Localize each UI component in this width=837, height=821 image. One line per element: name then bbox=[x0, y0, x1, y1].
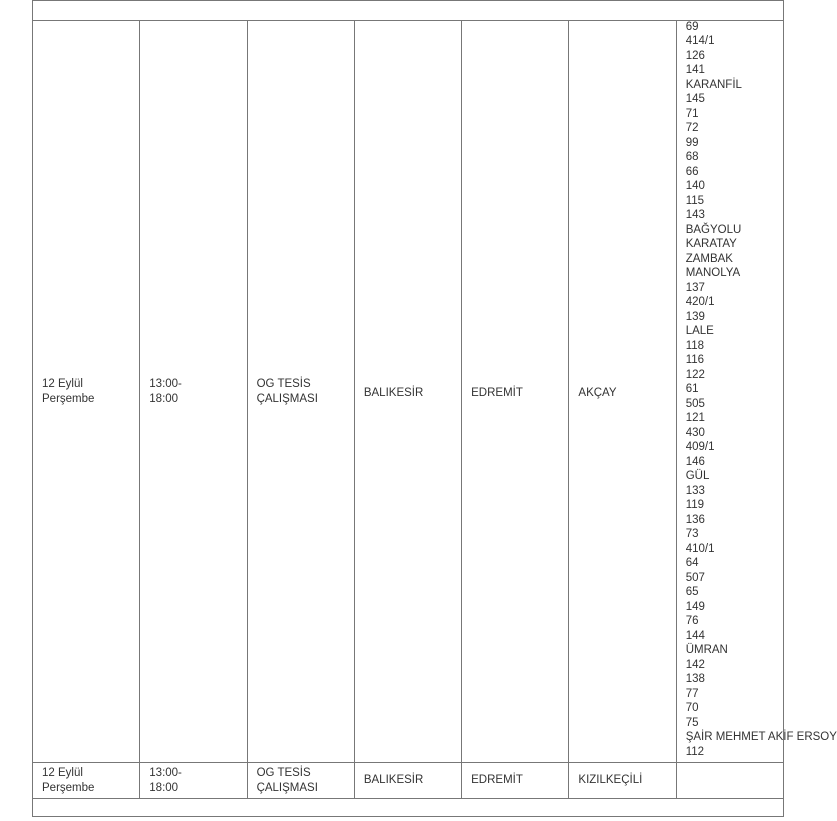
street-item: MANOLYA bbox=[685, 267, 741, 280]
street-item: 126 bbox=[685, 49, 705, 62]
street-item: BAĞYOLU bbox=[685, 223, 742, 236]
street-item: LALE bbox=[685, 325, 714, 338]
street-item: 144 bbox=[685, 629, 705, 642]
time-cell bbox=[140, 21, 247, 763]
street-item: 146 bbox=[685, 455, 705, 468]
street-item: 430 bbox=[685, 426, 705, 439]
street-item: ZAMBAK bbox=[685, 252, 733, 265]
power-outage-table bbox=[32, 0, 837, 817]
street-item: KARANFİL bbox=[685, 78, 742, 91]
description-cell bbox=[247, 21, 354, 763]
district-cell: EDREMİT bbox=[462, 763, 569, 799]
street-item: 136 bbox=[685, 513, 705, 526]
street-item: 122 bbox=[685, 368, 705, 381]
streets-cell bbox=[676, 763, 783, 799]
street-item: 140 bbox=[685, 180, 705, 193]
street-item: 70 bbox=[685, 702, 699, 715]
street-item: 73 bbox=[685, 528, 699, 541]
streets-list bbox=[685, 20, 837, 760]
street-item: 137 bbox=[685, 281, 705, 294]
date-cell bbox=[33, 21, 140, 763]
empty-cell bbox=[33, 799, 784, 817]
time-end: 18:00 bbox=[149, 781, 179, 794]
time-end: 18:00 bbox=[149, 392, 179, 405]
street-item: 66 bbox=[685, 165, 699, 178]
street-item: 507 bbox=[685, 571, 705, 584]
time-start: 13:00- bbox=[149, 378, 182, 390]
street-item: KARATAY bbox=[685, 238, 737, 251]
table-row-top-spacer bbox=[33, 1, 784, 21]
table-row-bottom-spacer bbox=[33, 799, 784, 817]
street-item: 414/1 bbox=[685, 35, 715, 48]
street-item: 142 bbox=[685, 658, 705, 671]
street-item: 121 bbox=[685, 412, 705, 425]
street-item: 420/1 bbox=[685, 296, 715, 309]
street-item: 410/1 bbox=[685, 542, 715, 555]
description-cell bbox=[247, 763, 354, 799]
street-item: 61 bbox=[685, 383, 699, 396]
street-item: 505 bbox=[685, 397, 705, 410]
street-item: 138 bbox=[685, 673, 705, 686]
street-item: 149 bbox=[685, 600, 705, 613]
street-item: ŞAİR MEHMET AKİF ERSOY bbox=[685, 731, 837, 744]
street-item: 64 bbox=[685, 557, 699, 570]
description-line-2: ÇALIŞMASI bbox=[256, 392, 318, 405]
district-cell: EDREMİT bbox=[462, 21, 569, 763]
empty-cell bbox=[33, 1, 784, 21]
street-item: 77 bbox=[685, 687, 699, 700]
street-item: 116 bbox=[685, 354, 705, 367]
street-item: 139 bbox=[685, 310, 705, 323]
street-item: 68 bbox=[685, 151, 699, 164]
neighborhood-cell: AKÇAY bbox=[569, 21, 676, 763]
city-cell: BALIKESİR bbox=[354, 763, 461, 799]
street-item: 115 bbox=[685, 194, 705, 207]
date-day: 12 Eylül bbox=[42, 378, 83, 390]
street-item: 118 bbox=[685, 339, 705, 352]
neighborhood-cell: KIZILKEÇİLİ bbox=[569, 763, 676, 799]
street-item: 133 bbox=[685, 484, 705, 497]
outage-table-frame bbox=[32, 0, 837, 821]
street-item: 72 bbox=[685, 122, 699, 135]
street-item: 65 bbox=[685, 586, 699, 599]
street-item: 75 bbox=[685, 716, 699, 729]
street-item: 69 bbox=[685, 20, 699, 33]
table-row bbox=[33, 21, 784, 763]
streets-cell bbox=[676, 20, 837, 763]
street-item: 71 bbox=[685, 107, 699, 120]
date-weekday: Perşembe bbox=[42, 392, 95, 405]
street-item: 112 bbox=[685, 745, 705, 758]
date-day: 12 Eylül bbox=[42, 767, 83, 779]
city-cell: BALIKESİR bbox=[354, 21, 461, 763]
description-line-2: ÇALIŞMASI bbox=[256, 781, 318, 794]
time-cell bbox=[140, 763, 247, 799]
street-item: ÜMRAN bbox=[685, 644, 728, 657]
time-start: 13:00- bbox=[149, 767, 182, 779]
street-item: 99 bbox=[685, 136, 699, 149]
street-item: 145 bbox=[685, 93, 705, 106]
date-weekday: Perşembe bbox=[42, 781, 95, 794]
street-item: 143 bbox=[685, 209, 705, 222]
street-item: 141 bbox=[685, 64, 705, 77]
table-row bbox=[33, 763, 784, 799]
date-cell bbox=[33, 763, 140, 799]
street-item: 409/1 bbox=[685, 441, 715, 454]
description-line-1: OG TESİS bbox=[256, 767, 311, 779]
street-item: 119 bbox=[685, 499, 705, 512]
description-line-1: OG TESİS bbox=[256, 378, 311, 390]
street-item: GÜL bbox=[685, 470, 710, 483]
street-item: 76 bbox=[685, 615, 699, 628]
